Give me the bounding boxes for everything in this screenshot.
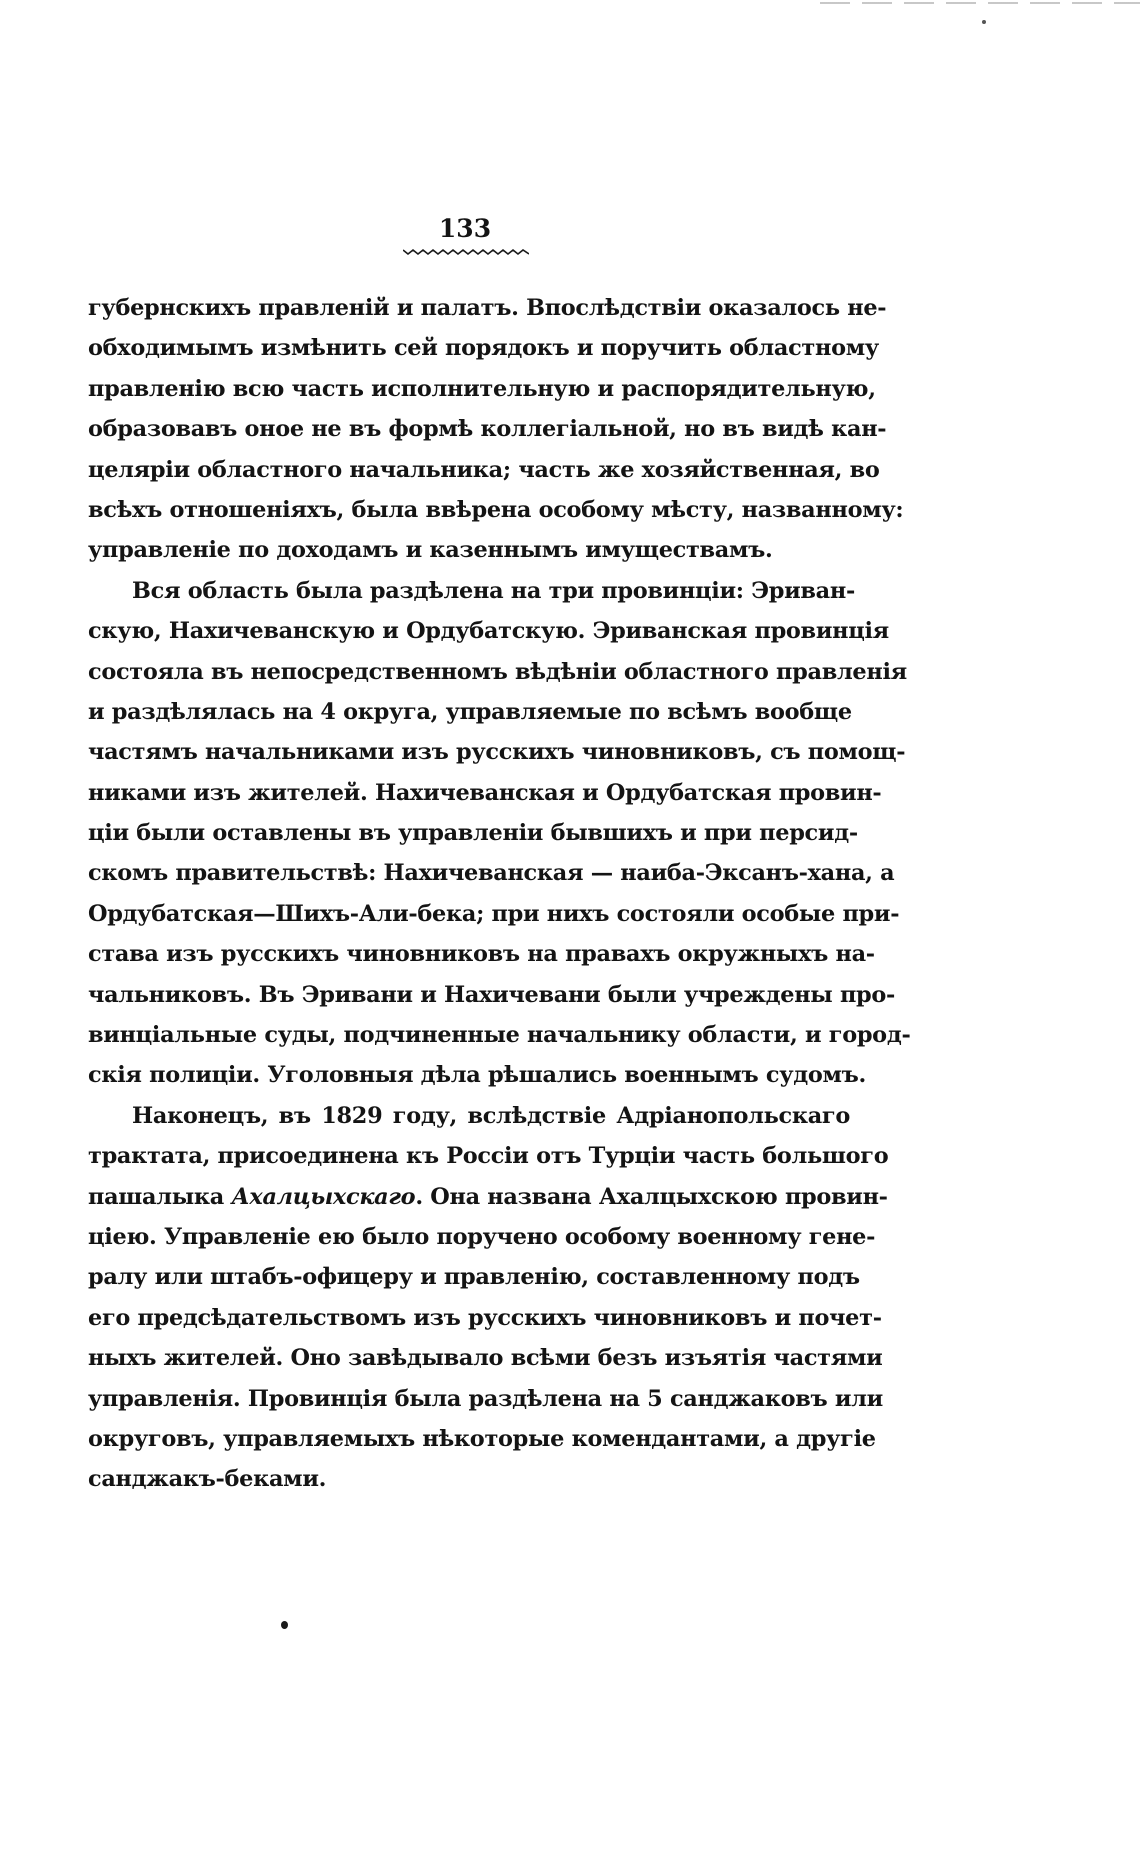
text-line: става изъ русскихъ чиновниковъ на правахъ окружныхъ на- [88, 941, 875, 968]
text-line: управленіе по доходамъ и казеннымъ имуществамъ. [88, 537, 773, 564]
text-line: всѣхъ отношеніяхъ, была ввѣрена особому мѣсту, названному: [88, 496, 904, 523]
text-line-with-italic [88, 1177, 888, 1217]
text-line: скомъ правительствѣ: Нахичеванская — наиба-Эксанъ-хана, а [88, 860, 895, 887]
scan-edge-mark [820, 2, 1140, 4]
text-line: ралу или штабъ-офицеру и правленію, составленному подъ [88, 1264, 860, 1291]
text-line: чальниковъ. Въ Эривани и Нахичевани были учреждены про- [88, 981, 896, 1008]
text-line: губернскихъ правленій и палатъ. Впослѣдствіи оказалось не- [88, 295, 887, 321]
text-line: скую, Нахичеванскую и Ордубатскую. Эриванская провинція [88, 618, 889, 645]
text-line: целяріи областного начальника; часть же хозяйственная, во [88, 456, 880, 483]
text-line: и раздѣлялась на 4 округа, управляемые по всѣмъ вообще [88, 698, 852, 725]
text-fragment: пашалыка [88, 1183, 232, 1210]
text-line: винціальные суды, подчиненные начальнику области, и город- [88, 1022, 911, 1049]
text-line: управленія. Провинція была раздѣлена на 5 санджаковъ или [88, 1385, 883, 1412]
text-line: обходимымъ измѣнить сей порядокъ и поручить областному [88, 335, 879, 362]
text-line: частямъ начальниками изъ русскихъ чиновниковъ, съ помощ- [88, 739, 906, 766]
text-line: правленію всю часть исполнительную и распорядительную, [88, 375, 876, 402]
wavy-underline [403, 250, 529, 254]
text-body [88, 288, 911, 1500]
text-line: скія полиціи. Уголовныя дѣла рѣшались военнымъ судомъ. [88, 1062, 867, 1089]
text-line: Ордубатская—Шихъ-Али-бека; при нихъ состояли особые при- [88, 900, 900, 927]
paragraph-1 [88, 288, 904, 571]
text-line: ныхъ жителей. Оно завѣдывало всѣми безъ изъятія частями [88, 1345, 883, 1372]
scan-speck [982, 20, 986, 24]
text-line: ціею. Управленіе ею было поручено особому военному гене- [88, 1223, 876, 1250]
text-line: состояла въ непосредственномъ вѣдѣніи областного правленія [88, 658, 907, 685]
paragraph-3 [88, 1096, 889, 1500]
paragraph-2 [88, 571, 911, 1096]
page-number: 133 [438, 214, 492, 243]
scan-speck [281, 1621, 288, 1629]
page-number-ornament [403, 246, 529, 256]
text-line: Наконецъ, въ 1829 году, вслѣдствіе Адріанопольскаго [132, 1102, 850, 1129]
italic-place-name: Ахалцыхскаго [231, 1183, 416, 1210]
text-line: никами изъ жителей. Нахичеванская и Ордубатская провин- [88, 779, 882, 806]
text-line: ціи были оставлены въ управленіи бывшихъ и при персид- [88, 820, 858, 847]
text-fragment: . Она названа Ахалцыхскою провин- [415, 1183, 888, 1210]
text-line: трактата, присоединена къ Россіи отъ Турціи часть большого [88, 1143, 889, 1170]
text-line: санджакъ-беками. [88, 1466, 327, 1493]
text-line: образовавъ оное не въ формѣ коллегіальной, но въ видѣ кан- [88, 416, 887, 443]
text-line: Вся область была раздѣлена на три провинціи: Эриван- [132, 577, 855, 604]
text-line: его предсѣдательствомъ изъ русскихъ чиновниковъ и почет- [88, 1304, 882, 1331]
text-line: округовъ, управляемыхъ нѣкоторые комендантами, а другіе [88, 1425, 876, 1452]
